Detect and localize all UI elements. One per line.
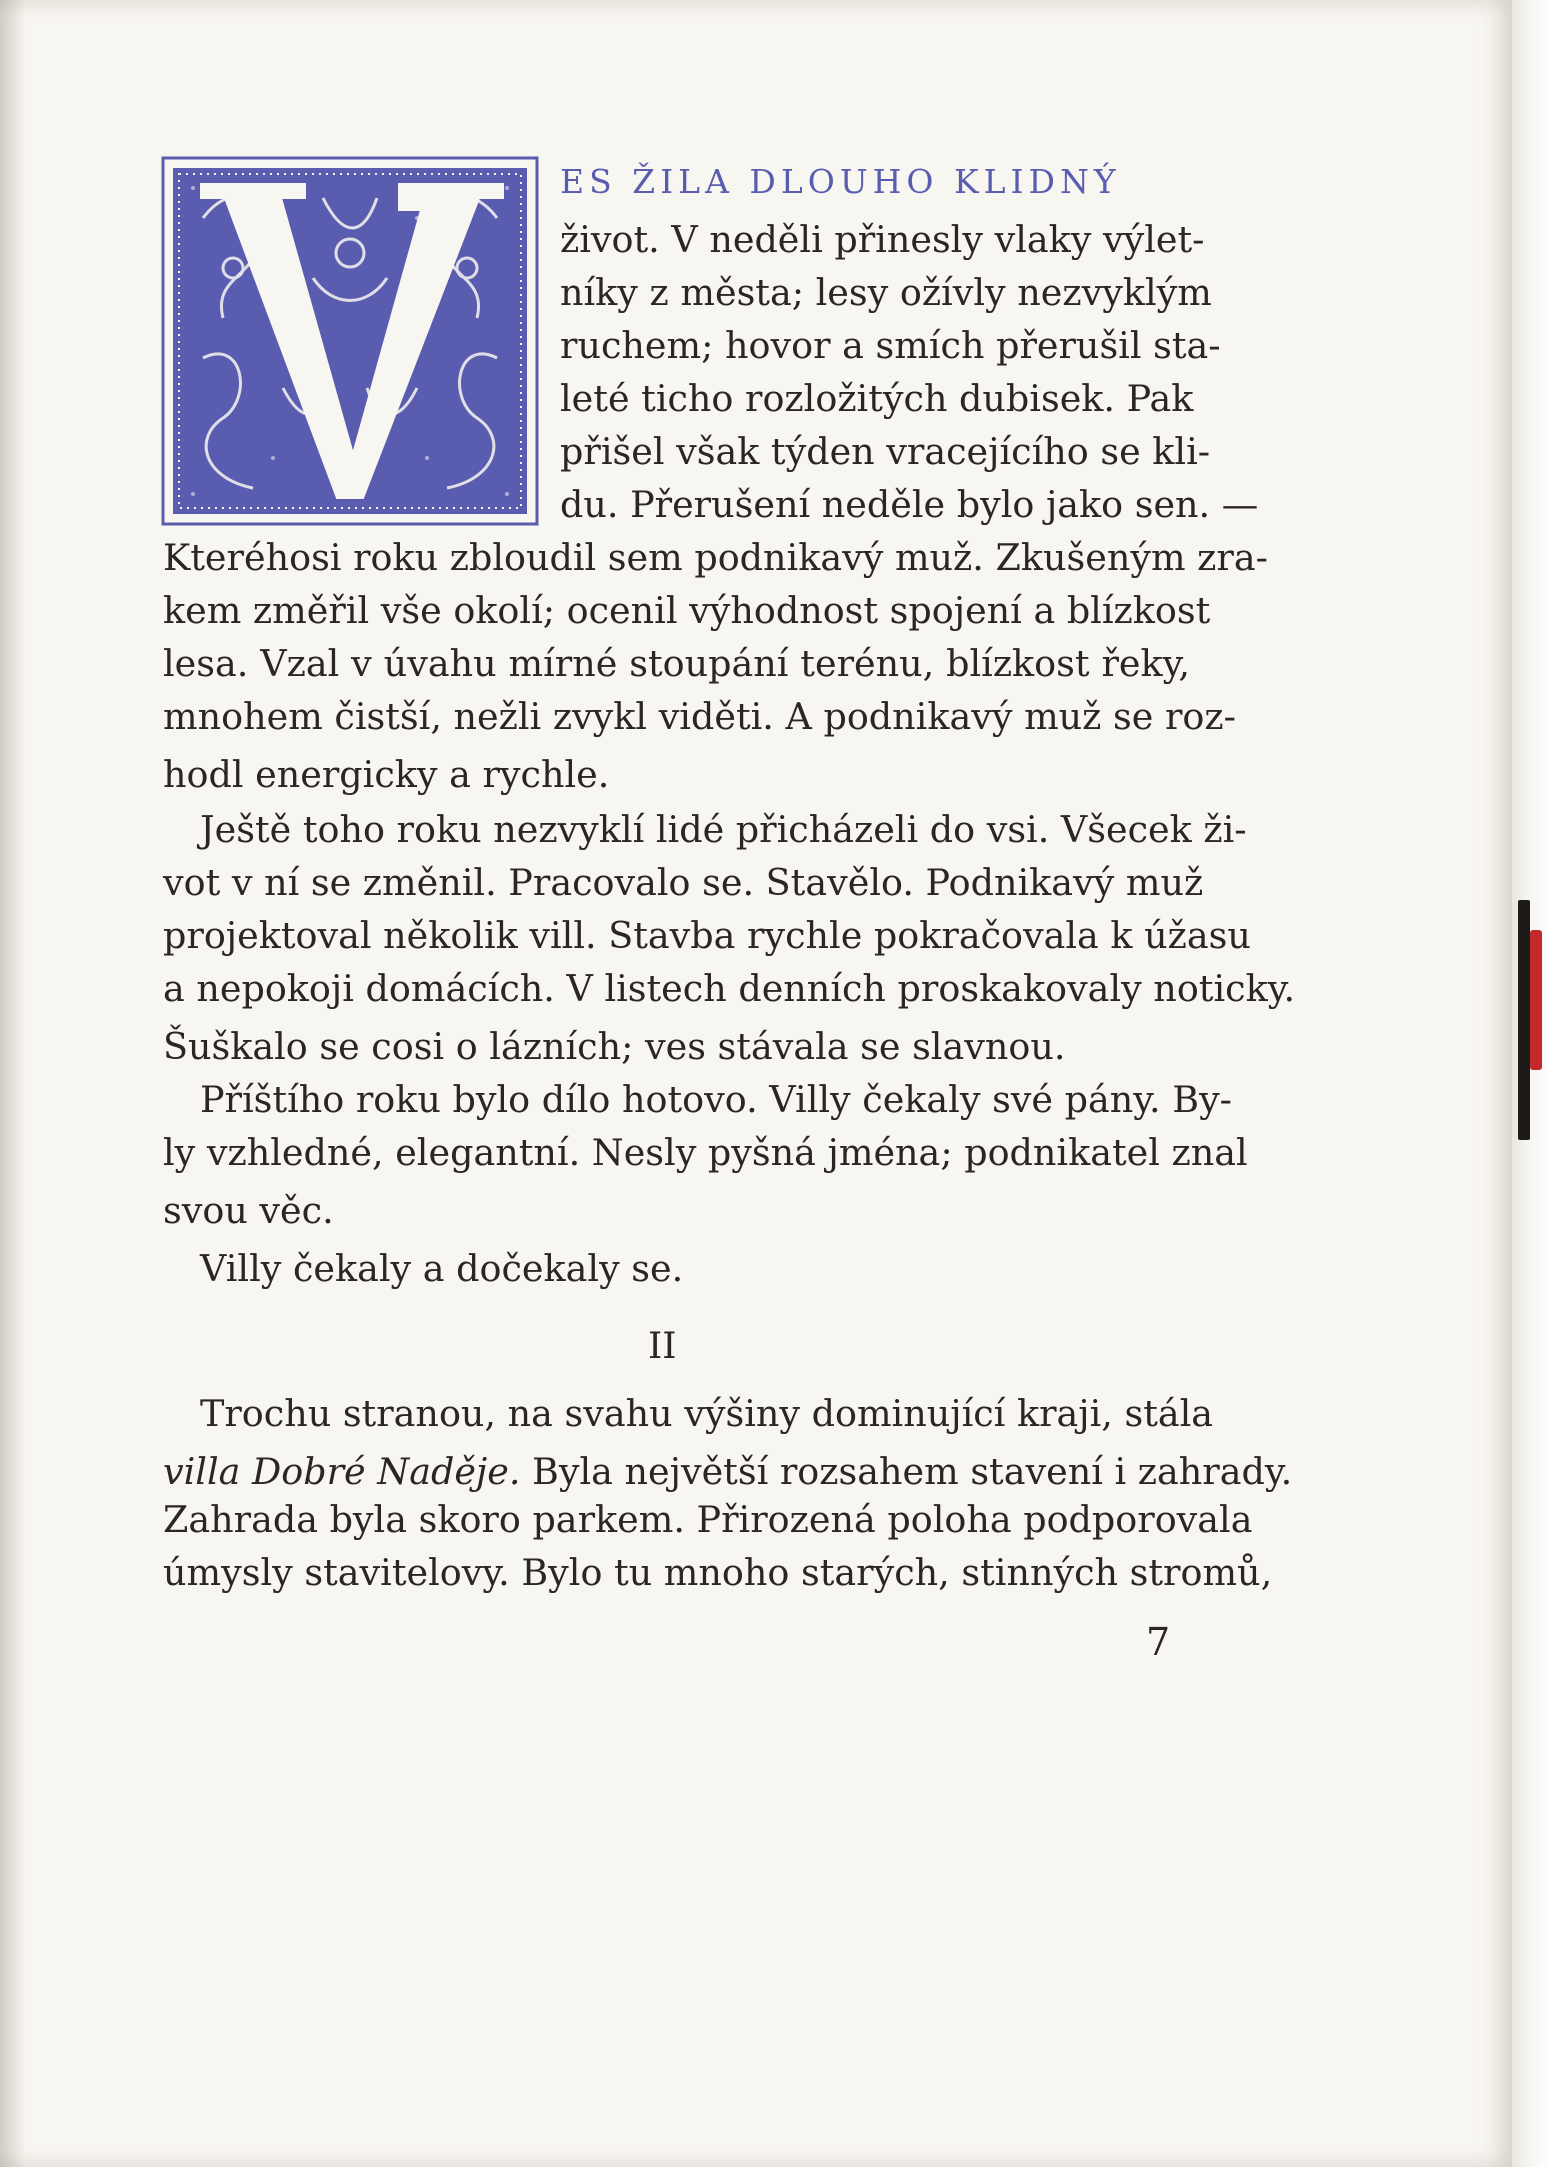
opening-caps: ES ŽILA DLOUHO KLIDNÝ — [560, 162, 1121, 201]
text-line: lesa. Vzal v úvahu mírné stoupání terénu, blízkost řeky, — [163, 642, 1190, 685]
text-line: Trochu stranou, na svahu výšiny dominující kraji, stála — [200, 1392, 1214, 1435]
text-line: svou věc. — [163, 1189, 334, 1232]
initial-letter: V — [63, 58, 64, 59]
italic-villa-name: villa Dobré Naděje. — [163, 1450, 521, 1493]
red-edge-mark — [1530, 930, 1542, 1070]
text-line: Šuškalo se cosi o lázních; ves stávala se slavnou. — [163, 1025, 1066, 1068]
text-line: hodl energicky a rychle. — [163, 753, 610, 796]
text-line: přišel však týden vracejícího se kli- — [560, 430, 1211, 473]
text-line: vot v ní se změnil. Pracovalo se. Stavělo. Podnikavý muž — [163, 861, 1204, 904]
text-line: du. Přerušení neděle bylo jako sen. — — [560, 483, 1259, 526]
text-line: Kteréhosi roku zbloudil sem podnikavý muž. Zkušeným zra- — [163, 536, 1268, 579]
text-line: úmysly stavitelovy. Bylo tu mnoho starých, stinných stromů, — [163, 1551, 1273, 1594]
text-line: Ještě toho roku nezvyklí lidé přicházeli do vsi. Všecek ži- — [200, 808, 1247, 851]
text-line: níky z města; lesy ožívly nezvyklým — [560, 271, 1212, 314]
text-line: Zahrada byla skoro parkem. Přirozená poloha podporovala — [163, 1498, 1253, 1541]
text-line: a nepokoji domácích. V listech denních proskakovaly noticky. — [163, 967, 1296, 1010]
text-line: ruchem; hovor a smích přerušil sta- — [560, 324, 1221, 367]
text-line: Villy čekaly a dočekaly se. — [200, 1247, 684, 1290]
text-line: mnohem čistší, nežli zvykl viděti. A podnikavý muž se roz- — [163, 695, 1236, 738]
text-line: život. V neděli přinesly vlaky výlet- — [560, 218, 1205, 261]
decorative-initial — [63, 58, 537, 524]
text-line: kem změřil vše okolí; ocenil výhodnost spojení a blízkost — [163, 589, 1211, 632]
text-span: Byla největší rozsahem stavení i zahrady. — [520, 1450, 1293, 1493]
text-line: projektoval několik vill. Stavba rychle pokračovala k úžasu — [163, 914, 1251, 957]
text-line: ly vzhledné, elegantní. Nesly pyšná jména; podnikatel znal — [163, 1131, 1248, 1174]
gutter-shadow — [0, 0, 26, 2167]
binding-edge — [1518, 900, 1530, 1140]
page-number: 7 — [1146, 1620, 1171, 1664]
section-number: II — [648, 1326, 677, 1367]
text-line: Příštího roku bylo dílo hotovo. Villy čekaly své pány. By- — [200, 1078, 1233, 1121]
text-line-mixed — [163, 1445, 1293, 1499]
text-line: leté ticho rozložitých dubisek. Pak — [560, 377, 1194, 420]
